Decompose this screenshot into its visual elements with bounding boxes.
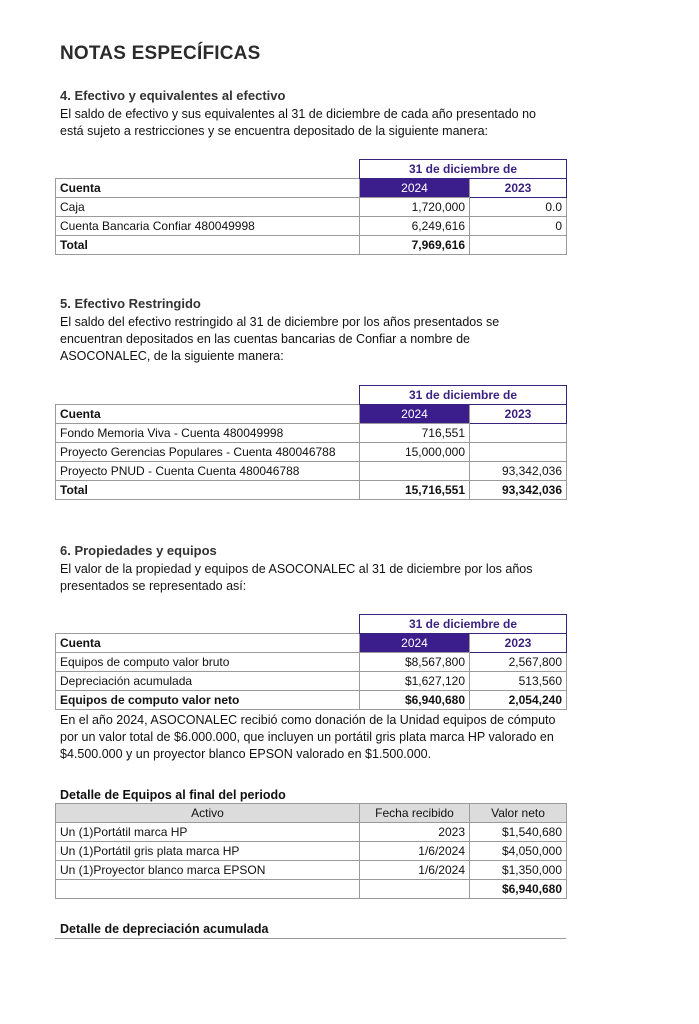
account-cell: Proyecto PNUD - Cuenta Cuenta 480046788 — [56, 462, 360, 481]
account-cell: Cuenta Bancaria Confiar 480049998 — [56, 217, 360, 236]
column-header-2024: 2024 — [360, 634, 470, 653]
value-2023-cell: 0.0 — [470, 198, 567, 217]
value-2024-cell: 15,000,000 — [360, 443, 470, 462]
total-row — [56, 880, 567, 899]
section-4-paragraph: El saldo de efectivo y sus equivalentes al 31 de diciembre de cada año presentado no está sujeto a restricciones y se encuentra depositado de la siguiente manera: — [60, 107, 537, 138]
total-label: Total — [56, 481, 360, 500]
section-4-title: 4. Efectivo y equivalentes al efectivo — [60, 88, 286, 103]
total-row — [56, 691, 567, 710]
table-row — [56, 672, 567, 691]
table-row — [56, 462, 567, 481]
value-2023-cell — [470, 424, 567, 443]
column-header-date: Fecha recibido — [360, 804, 470, 823]
value-2023-cell: 0 — [470, 217, 567, 236]
value-cell: $1,540,680 — [470, 823, 567, 842]
table-corner — [56, 160, 360, 179]
table-row — [56, 653, 567, 672]
account-cell: Depreciación acumulada — [56, 672, 360, 691]
date-cell: 2023 — [360, 823, 470, 842]
total-2024: $6,940,680 — [360, 691, 470, 710]
total-row — [56, 481, 567, 500]
table-row — [56, 217, 567, 236]
value-2023-cell: 2,567,800 — [470, 653, 567, 672]
column-header-2024: 2024 — [360, 179, 470, 198]
value-cell: $4,050,000 — [470, 842, 567, 861]
total-blank — [360, 880, 470, 899]
total-label: Equipos de computo valor neto — [56, 691, 360, 710]
account-cell: Caja — [56, 198, 360, 217]
detail-title: Detalle de Equipos al final del periodo — [60, 788, 286, 802]
section-5-table — [55, 385, 567, 500]
period-header: 31 de diciembre de — [360, 615, 567, 634]
account-cell: Equipos de computo valor bruto — [56, 653, 360, 672]
value-2024-cell: $1,627,120 — [360, 672, 470, 691]
value-2023-cell: 513,560 — [470, 672, 567, 691]
section-5-paragraph: El saldo del efectivo restringido al 31 de diciembre por los años presentados se encuentran depositados en las cuentas bancarias de Confiar a nombre de ASOCONALEC, de la siguiente manera: — [60, 315, 500, 363]
asset-cell: Un (1)Portátil marca HP — [56, 823, 360, 842]
account-cell: Proyecto Gerencias Populares - Cuenta 480046788 — [56, 443, 360, 462]
value-2024-cell: 716,551 — [360, 424, 470, 443]
table-corner — [56, 386, 360, 405]
section-6-title: 6. Propiedades y equipos — [60, 543, 217, 558]
value-2024-cell — [360, 462, 470, 481]
value-cell: $1,350,000 — [470, 861, 567, 880]
date-cell: 1/6/2024 — [360, 861, 470, 880]
detail-table — [55, 803, 567, 899]
column-header-account: Cuenta — [56, 405, 360, 424]
table-row — [56, 861, 567, 880]
table-row — [56, 198, 567, 217]
date-cell: 1/6/2024 — [360, 842, 470, 861]
asset-cell: Un (1)Portátil gris plata marca HP — [56, 842, 360, 861]
column-header-asset: Activo — [56, 804, 360, 823]
divider — [55, 938, 566, 939]
column-header-2023: 2023 — [470, 405, 567, 424]
table-row — [56, 842, 567, 861]
section-4-table — [55, 159, 567, 255]
total-2024: 15,716,551 — [360, 481, 470, 500]
section-6-table — [55, 614, 567, 710]
table-row — [56, 823, 567, 842]
value-2024-cell: 6,249,616 — [360, 217, 470, 236]
value-2024-cell: 1,720,000 — [360, 198, 470, 217]
detail-total: $6,940,680 — [470, 880, 567, 899]
depreciation-title: Detalle de depreciación acumulada — [60, 922, 269, 936]
total-label: Total — [56, 236, 360, 255]
column-header-2023: 2023 — [470, 634, 567, 653]
period-header: 31 de diciembre de — [360, 160, 567, 179]
total-row — [56, 236, 567, 255]
table-corner — [56, 615, 360, 634]
section-6-paragraph: El valor de la propiedad y equipos de ASOCONALEC al 31 de diciembre por los años presentados se representado así: — [60, 562, 533, 593]
column-header-account: Cuenta — [56, 179, 360, 198]
table-row — [56, 443, 567, 462]
table-row — [56, 424, 567, 443]
total-2023 — [470, 236, 567, 255]
column-header-2023: 2023 — [470, 179, 567, 198]
value-2023-cell: 93,342,036 — [470, 462, 567, 481]
account-cell: Fondo Memoria Viva - Cuenta 480049998 — [56, 424, 360, 443]
asset-cell: Un (1)Proyector blanco marca EPSON — [56, 861, 360, 880]
total-blank — [56, 880, 360, 899]
section-5-title: 5. Efectivo Restringido — [60, 296, 201, 311]
value-2023-cell — [470, 443, 567, 462]
section-6-note: En el año 2024, ASOCONALEC recibió como donación de la Unidad equipos de cómputo por un valor total de $6.000.000, que incluyen un portátil gris plata marca HP valorado en $4.500.000 y un proyector blanco EPSON valorado en $1.500.000. — [60, 713, 556, 761]
total-2023: 2,054,240 — [470, 691, 567, 710]
column-header-value: Valor neto — [470, 804, 567, 823]
period-header: 31 de diciembre de — [360, 386, 567, 405]
column-header-2024: 2024 — [360, 405, 470, 424]
column-header-account: Cuenta — [56, 634, 360, 653]
total-2023: 93,342,036 — [470, 481, 567, 500]
total-2024: 7,969,616 — [360, 236, 470, 255]
page-title: NOTAS ESPECÍFICAS — [60, 43, 261, 64]
value-2024-cell: $8,567,800 — [360, 653, 470, 672]
